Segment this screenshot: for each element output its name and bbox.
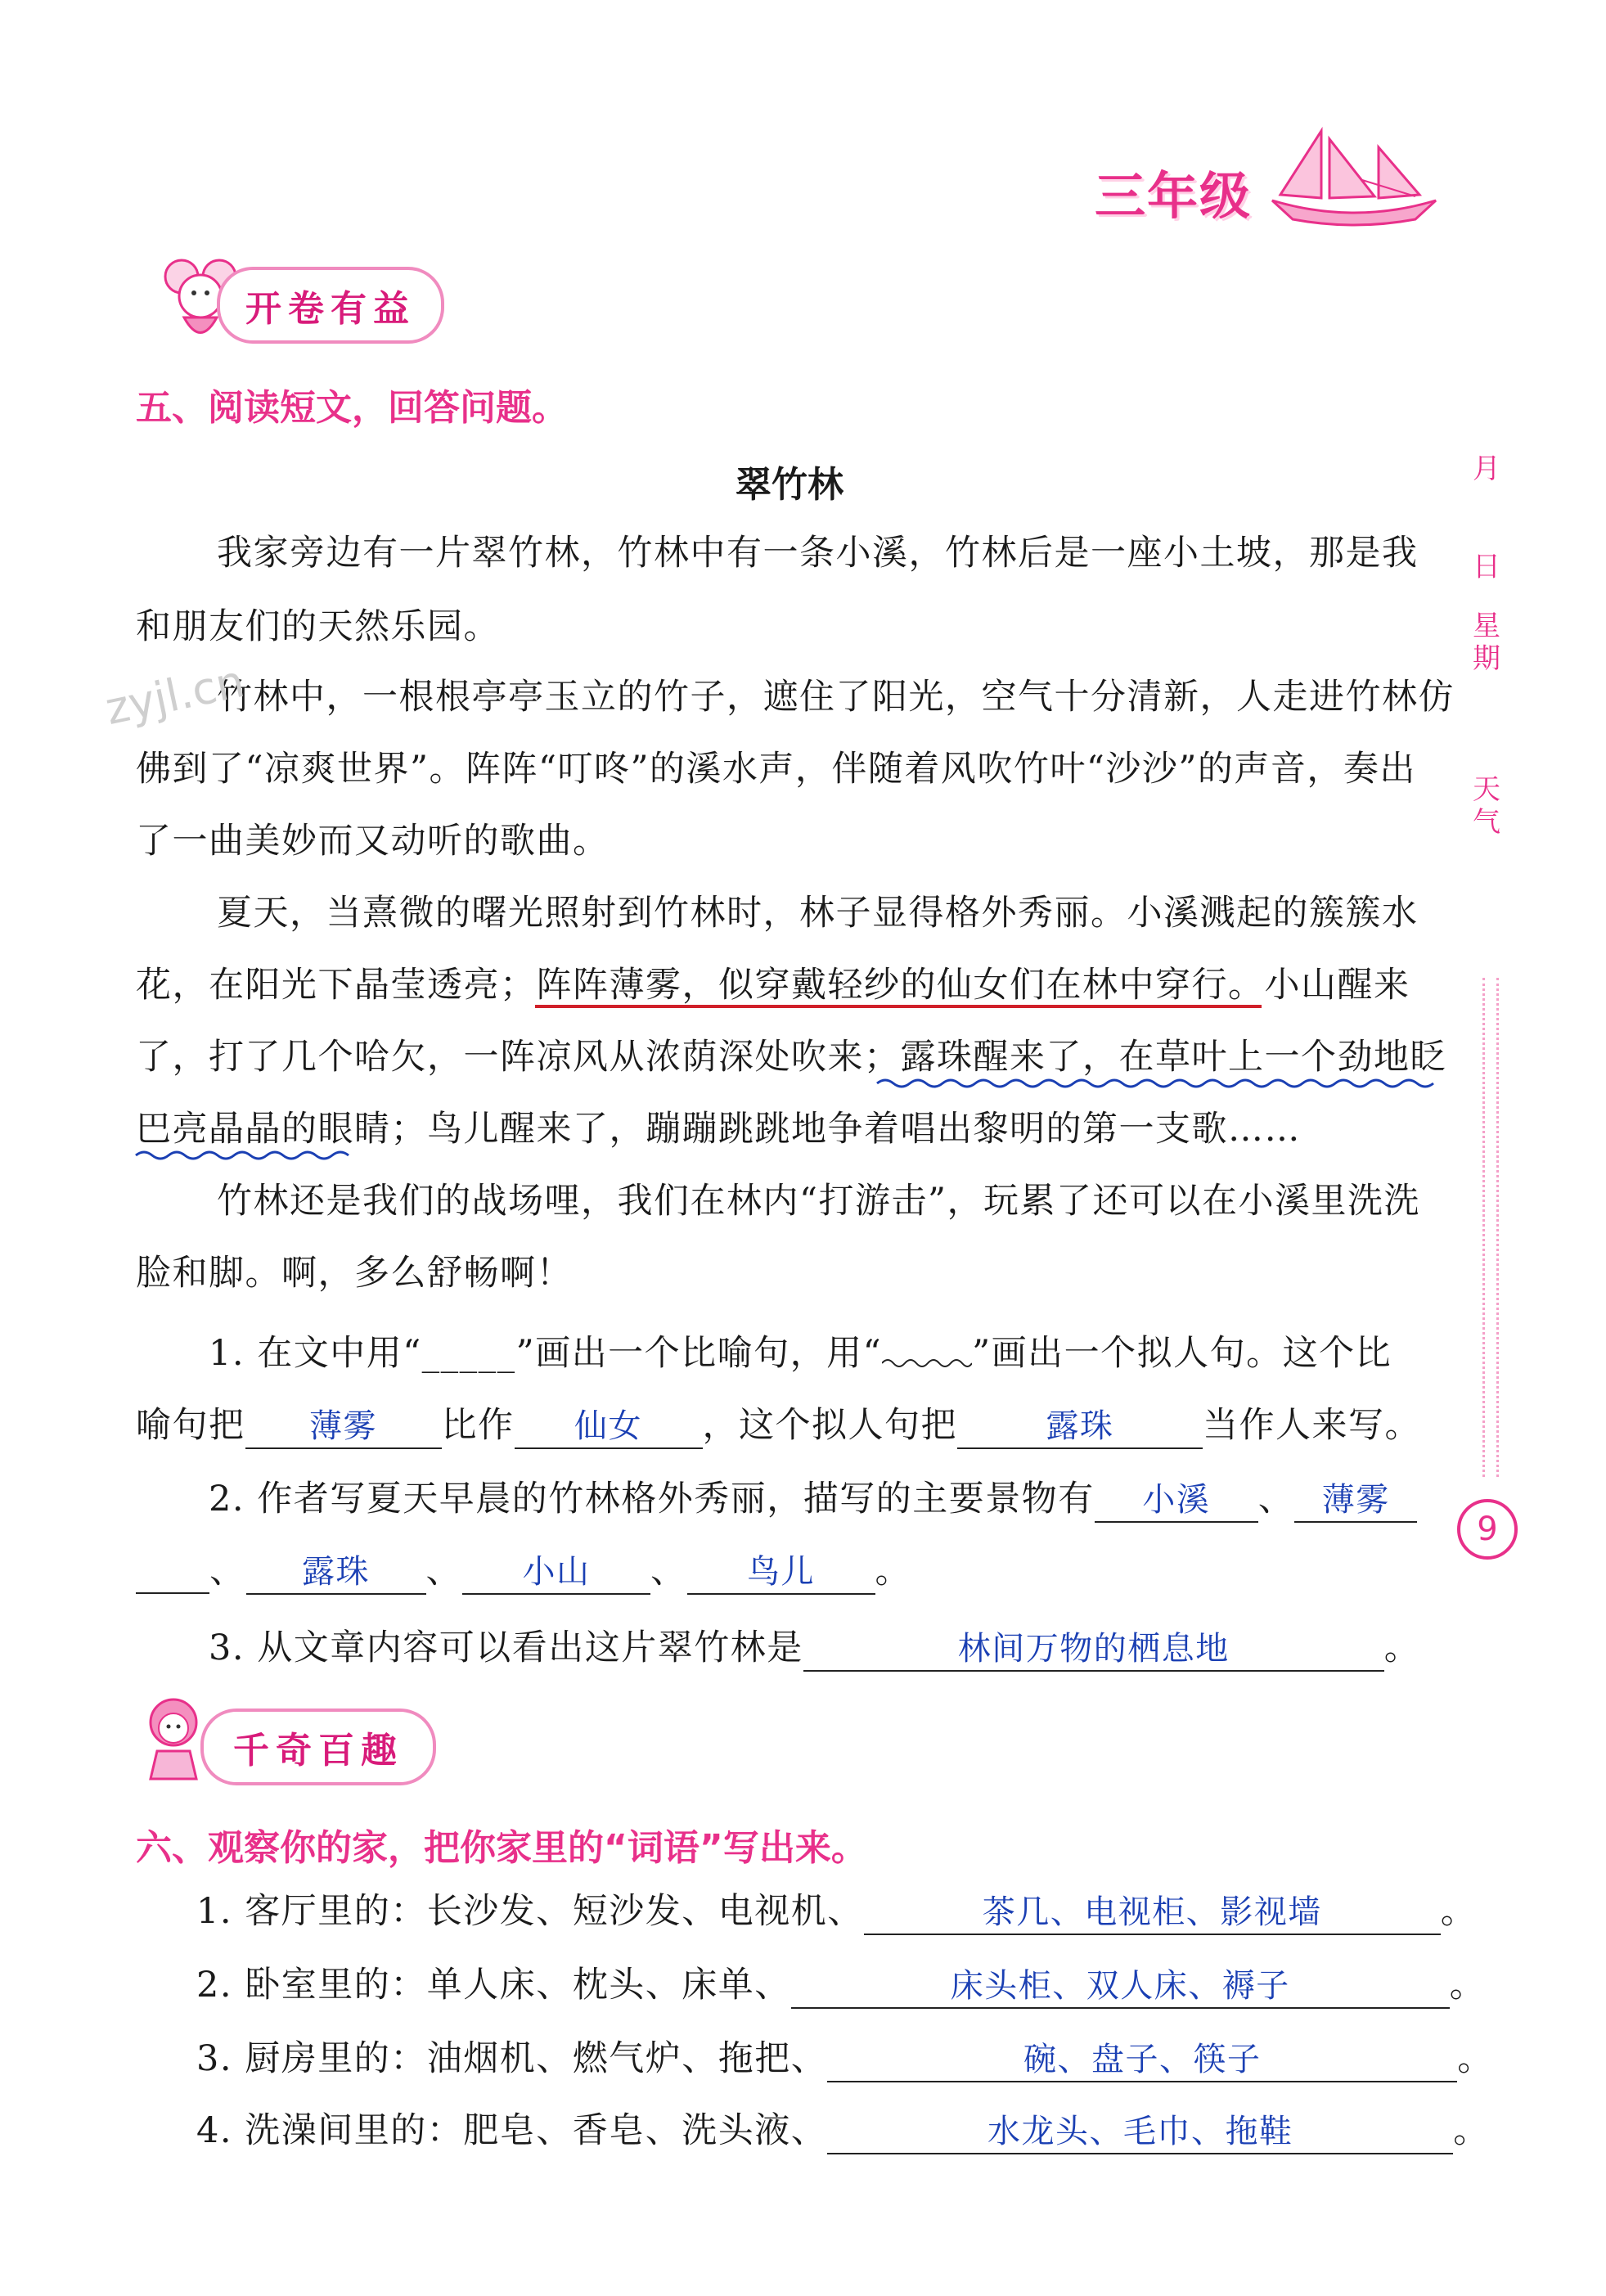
date-day-label: 日	[1473, 551, 1500, 583]
answer-blank[interactable]: 小山	[462, 1551, 650, 1595]
item-end: 。	[1457, 2038, 1494, 2079]
q2-end: 。	[875, 1551, 911, 1591]
item-end: 。	[1449, 1965, 1487, 2006]
answer-blank[interactable]: 水龙头、毛巾、拖鞋	[827, 2110, 1453, 2154]
girl-mascot-icon	[141, 1694, 206, 1784]
q2-sep: 、	[425, 1551, 462, 1591]
q1-text-b: 比作	[441, 1405, 515, 1446]
passage-line: 竹林还是我们的战场哩，我们在林内“打游击”，玩累了还可以在小溪里洗洗	[217, 1181, 1420, 1222]
passage-line: 了一曲美妙而又动听的歌曲。	[136, 821, 610, 862]
answer-blank[interactable]: 露珠	[246, 1551, 426, 1595]
page-number: 9	[1457, 1499, 1518, 1560]
section6-title: 六、观察你的家，把你家里的“词语”写出来。	[136, 1827, 867, 1869]
q2-prompt: 2. 作者写夏天早晨的竹林格外秀丽，描写的主要景物有	[209, 1479, 1095, 1519]
q1-text-a: 喻句把	[136, 1405, 245, 1446]
simile-underline	[535, 1005, 1262, 1008]
section6-banner: 千奇百趣	[200, 1708, 436, 1785]
answer-blank[interactable]: 林间万物的栖息地	[803, 1627, 1384, 1672]
watermark: zyjl.cn	[101, 655, 250, 736]
q2-sep: 、	[650, 1551, 687, 1591]
q1-text-c: ，这个拟人句把	[702, 1405, 957, 1446]
section6-item	[196, 1964, 1486, 2009]
question-2-blanks	[136, 1550, 911, 1595]
q2-sep: 、	[1257, 1479, 1295, 1519]
decorative-dotted-border	[1482, 978, 1499, 1477]
answer-blank[interactable]: 薄雾	[245, 1405, 442, 1449]
personification-wavy-underline	[136, 1149, 357, 1162]
item-text: 2. 卧室里的：单人床、枕头、床单、	[196, 1965, 791, 2006]
passage-line: 巴亮晶晶的眼睛；鸟儿醒来了，蹦蹦跳跳地争着唱出黎明的第一支歌……	[136, 1109, 1301, 1150]
section6-item	[196, 2037, 1494, 2082]
q1-text-d: 当作人来写。	[1203, 1405, 1421, 1446]
answer-blank[interactable]: 仙女	[515, 1405, 703, 1449]
weather-label: 天气	[1473, 773, 1500, 839]
answer-blank[interactable]	[136, 1550, 209, 1594]
item-end: 。	[1440, 1891, 1478, 1932]
passage-line: 脸和脚。啊，多么舒畅啊！	[136, 1253, 573, 1294]
personification-wavy-underline	[877, 1077, 1442, 1090]
passage-line: 了，打了几个哈欠，一阵凉风从浓荫深处吹来；露珠醒来了，在草叶上一个劲地眨	[136, 1037, 1446, 1078]
weekday-label: 星期	[1473, 610, 1500, 675]
answer-blank[interactable]: 床头柜、双人床、褥子	[791, 1965, 1450, 2009]
passage-line: 花，在阳光下晶莹透亮；阵阵薄雾，似穿戴轻纱的仙女们在林中穿行。小山醒来	[136, 965, 1410, 1006]
item-text: 1. 客厅里的：长沙发、短沙发、电视机、	[196, 1891, 864, 1932]
passage-line: 和朋友们的天然乐园。	[136, 606, 500, 647]
wavy-line-sample-icon	[882, 1345, 972, 1370]
question-3-text	[209, 1627, 1420, 1672]
grade-label: 三年级	[1095, 166, 1253, 226]
passage-title: 翠竹林	[736, 464, 843, 506]
passage-line: 竹林中，一根根亭亭玉立的竹子，遮住了阳光，空气十分清新，人走进竹林仿	[217, 677, 1455, 718]
question-2-text	[209, 1478, 1417, 1523]
section5-banner: 开卷有益	[217, 267, 444, 344]
answer-blank[interactable]: 露珠	[957, 1405, 1203, 1449]
section5-title: 五、阅读短文，回答问题。	[136, 387, 568, 429]
sailboat-icon	[1264, 123, 1444, 229]
q1-prompt: 1. 在文中用“_____”画出一个比喻句，用“	[209, 1333, 883, 1374]
passage-line: 我家旁边有一片翠竹林，竹林中有一条小溪，竹林后是一座小土坡，那是我	[217, 533, 1419, 574]
section6-item	[196, 1890, 1477, 1935]
item-text: 4. 洗澡间里的：肥皂、香皂、洗头液、	[196, 2110, 828, 2151]
q1-prompt-end: ”画出一个拟人句。这个比	[972, 1333, 1392, 1374]
section6-item	[196, 2109, 1490, 2154]
answer-blank[interactable]: 薄雾	[1294, 1479, 1417, 1523]
answer-blank[interactable]: 碗、盘子、筷子	[827, 2038, 1457, 2082]
item-end: 。	[1453, 2110, 1490, 2151]
q3-end: 。	[1383, 1627, 1421, 1668]
question-1-blanks	[136, 1404, 1421, 1449]
passage-line: 佛到了“凉爽世界”。阵阵“叮咚”的溪水声，伴随着风吹竹叶“沙沙”的声音，奏出	[136, 749, 1416, 790]
q3-prompt: 3. 从文章内容可以看出这片翠竹林是	[209, 1627, 803, 1668]
answer-blank[interactable]: 鸟儿	[687, 1551, 875, 1595]
passage-line: 夏天，当熹微的曙光照射到竹林时，林子显得格外秀丽。小溪溅起的簇簇水	[217, 893, 1419, 934]
answer-blank[interactable]: 茶几、电视柜、影视墙	[864, 1891, 1441, 1935]
item-text: 3. 厨房里的：油烟机、燃气炉、拖把、	[196, 2038, 828, 2079]
date-month-label: 月	[1473, 452, 1500, 485]
q2-sep: 、	[209, 1551, 246, 1591]
answer-blank[interactable]: 小溪	[1095, 1479, 1258, 1523]
question-1-text	[209, 1332, 1392, 1375]
